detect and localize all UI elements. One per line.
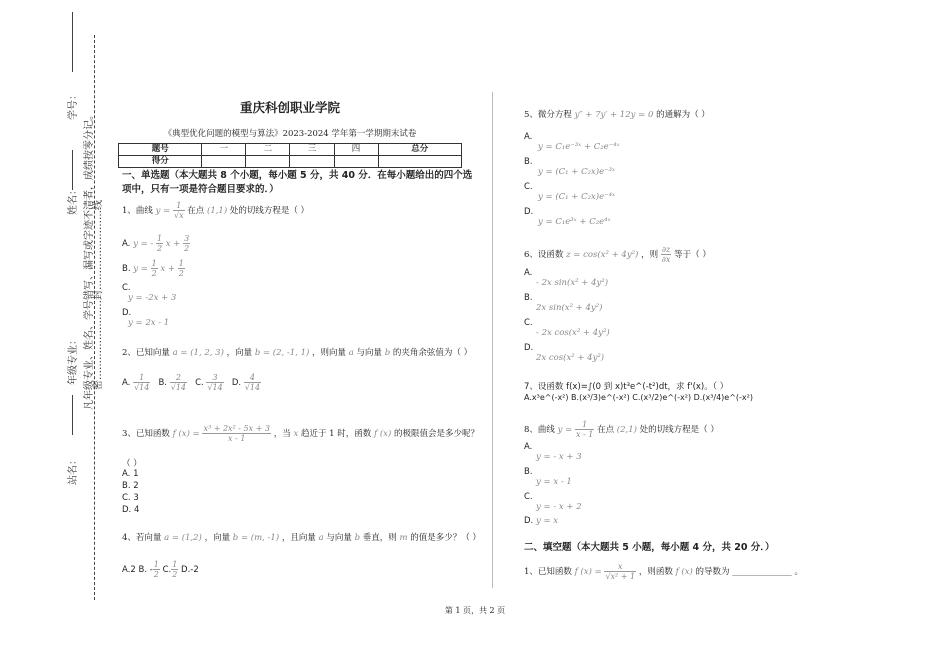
q2-b-vec: b = (2, -1, 1) <box>254 348 310 358</box>
q5-d-label: D. <box>524 207 534 217</box>
q2-d-d: √14 <box>244 383 261 392</box>
q1-b-frac2 <box>178 259 185 278</box>
q4-b-frac <box>153 560 160 579</box>
q8-a-label: A. <box>524 442 533 452</box>
q2-a-n: 1 <box>133 373 150 383</box>
fill-1-stem <box>524 562 803 581</box>
q1-b-f1d: 2 <box>151 269 157 278</box>
q1-option-a[interactable] <box>122 234 190 253</box>
q5-option-a[interactable] <box>524 132 620 152</box>
page-title: 重庆科创职业学院 <box>239 100 340 115</box>
q2-b: b <box>384 348 391 358</box>
q8-option-d[interactable] <box>524 516 558 526</box>
q2-b-d: √14 <box>170 383 186 392</box>
q4-option-b[interactable] <box>138 560 159 579</box>
q1-b-f1n: 1 <box>151 259 157 268</box>
q1-a-f2n: 3 <box>184 234 190 243</box>
section-1-heading <box>122 169 472 197</box>
q8-option-b[interactable] <box>524 467 572 487</box>
q6-frac-den: ∂x <box>661 255 671 264</box>
q8-fraction <box>575 420 594 439</box>
school-label: 站名： <box>68 455 79 485</box>
q5-a-expr: y = C₁e⁻³ˣ + C₂e⁻⁴ˣ <box>538 142 620 152</box>
q4-suffix: 的值是多少？（ ） <box>410 533 481 543</box>
score-cell[interactable] <box>334 156 378 168</box>
q5-c-label: C. <box>524 182 533 192</box>
q2-c-label: C. <box>195 378 204 388</box>
question-4-stem <box>122 531 481 543</box>
q6-d-label: D. <box>524 343 534 353</box>
q4-b: b <box>354 533 361 543</box>
question-7-stem: 7、设函数 f(x)=∫(0 到 x)t³e^(-t²)dt，求 f'(x)。（ ） <box>524 382 729 392</box>
q3-option-a[interactable]: A. 1 <box>122 469 139 479</box>
score-table <box>118 143 462 168</box>
q8-prefix: 8、曲线 <box>524 425 555 435</box>
q1-a-frac2 <box>183 234 190 253</box>
q4-mid2: ，且向量 <box>281 533 316 543</box>
score-table-header: 总分 <box>378 144 461 156</box>
q8-b-expr: y = x - 1 <box>536 477 572 487</box>
q4-mid1: ，向量 <box>204 533 231 543</box>
q1-suffix: 处的切线方程是（ ） <box>229 206 310 216</box>
q8-suffix: 处的切线方程是（ ） <box>639 425 719 435</box>
q3-frac-num: x³ + 2x² - 5x + 3 <box>203 424 271 433</box>
q2-c-d: √14 <box>207 383 223 392</box>
q8-d-expr: y = x <box>535 516 559 526</box>
q1-a-label: A. <box>122 239 131 249</box>
q3-mid1: ，当 <box>273 429 291 439</box>
q1-a-pre: y = - <box>133 239 154 249</box>
q1-fraction <box>173 201 185 220</box>
q3-x: x <box>293 429 299 439</box>
q5-option-d[interactable] <box>524 207 611 227</box>
q2-mid1: ，向量 <box>226 348 253 358</box>
q1-c-label: C. <box>122 283 131 293</box>
q8-option-c[interactable] <box>524 492 582 512</box>
q4-b-d: 2 <box>153 570 159 579</box>
f1-prefix: 1、已知函数 <box>524 567 572 577</box>
q6-prefix: 6、设函数 <box>524 250 564 260</box>
q2-option-d[interactable] <box>231 373 261 392</box>
question-2-stem <box>122 346 472 358</box>
q5-d-expr: y = C₁e³ˣ + C₂e⁴ˣ <box>538 217 611 227</box>
section-1-heading-line1: 一、单选题（本大题共 8 个小题，每小题 5 分，共 40 分．在每小题给出的四个选 <box>122 170 473 181</box>
q1-option-c[interactable] <box>122 283 176 303</box>
q1-frac-den: √x <box>173 211 184 220</box>
q1-a-f1d: 2 <box>156 244 163 253</box>
q2-mid3: 与向量 <box>356 348 383 358</box>
score-table-header: 题号 <box>119 144 202 156</box>
question-3-stem <box>122 424 479 443</box>
q1-d-label: D. <box>122 308 132 318</box>
q6-b-label: B. <box>524 293 533 303</box>
q2-prefix: 2、已知向量 <box>122 348 170 358</box>
q4-a: a <box>318 533 324 543</box>
q2-c-frac <box>206 373 223 392</box>
q6-option-b[interactable] <box>524 293 602 313</box>
q4-prefix: 4、若向量 <box>122 533 162 543</box>
question-8-stem <box>524 420 719 439</box>
q1-b-label: B. <box>122 264 131 274</box>
q6-fraction <box>661 245 672 264</box>
q6-suffix: 等于（ ） <box>674 250 711 260</box>
q1-point: (1,1) <box>207 206 228 216</box>
score-row-label: 得分 <box>119 156 202 168</box>
page-number: 第 1 页，共 2 页 <box>444 606 506 615</box>
q4-m: m <box>399 533 408 543</box>
q2-d-label: D. <box>231 378 242 388</box>
section-1-heading-line2: 项中，只有一项是符合题目要求的．） <box>122 184 279 195</box>
q4-b-n: 1 <box>153 560 159 569</box>
f1-fx2: f (x) <box>675 567 693 577</box>
q2-option-b[interactable] <box>158 373 187 392</box>
q1-mid: 在点 <box>187 206 205 216</box>
q8-a-expr: y = - x + 3 <box>536 452 582 462</box>
q6-frac-num: ∂z <box>661 245 671 254</box>
q4-option-d[interactable]: D.-2 <box>181 565 199 575</box>
q1-b-f2d: 2 <box>178 269 184 278</box>
q2-suffix: 的夹角余弦值为（ ） <box>392 348 473 358</box>
q5-option-b[interactable] <box>524 157 615 177</box>
q4-mid3: 与向量 <box>326 533 352 543</box>
q3-fx2: f (x) <box>373 429 392 439</box>
q4-b-vec: b = (m, -1) <box>232 533 280 543</box>
q2-option-c[interactable] <box>195 373 224 392</box>
q6-d-expr: 2x cos(x² + 4y²) <box>536 353 605 363</box>
q1-option-b[interactable] <box>122 259 185 278</box>
q4-options <box>122 560 199 579</box>
q2-b-frac <box>170 373 187 392</box>
q7-options[interactable]: A.x³e^(-x²) B.(x³/3)e^(-x²) C.(x³/2)e^(-x²) D.(x³/4)e^(-x²) <box>524 393 753 402</box>
q6-option-a[interactable] <box>524 268 608 288</box>
q4-option-a[interactable]: A.2 <box>122 565 136 575</box>
score-table-header: 一 <box>202 144 246 156</box>
f1-suffix: 的导数为 <box>695 567 730 577</box>
q3-fx: f (x) = <box>172 429 200 439</box>
binding-line-solid-3 <box>72 395 73 435</box>
q2-a-vec: a = (1, 2, 3) <box>172 348 224 358</box>
q4-option-c[interactable] <box>162 560 179 579</box>
q1-d-expr: y = 2x - 1 <box>128 318 170 328</box>
q3-option-d[interactable]: D. 4 <box>122 505 140 515</box>
q1-b-f2n: 1 <box>178 259 184 268</box>
q3-fraction <box>202 424 271 443</box>
section-2-heading: 二、填空题（本大题共 5 小题，每小题 4 分，共 20 分．） <box>524 542 775 553</box>
f1-mid: ，则函数 <box>638 567 673 577</box>
score-cell[interactable] <box>202 156 246 168</box>
q3-paren: （ ） <box>122 459 142 469</box>
q5-b-expr: y = (C₁ + C₂x)e⁻³ˣ <box>538 167 616 177</box>
exam-subtitle: 《典型优化问题的模型与算法》2023-2024 学年第一学期期末试卷 <box>163 129 417 139</box>
binding-line-solid-2 <box>72 150 73 190</box>
q4-c-n: 1 <box>172 560 178 569</box>
question-1-stem <box>122 201 309 220</box>
q2-a: a <box>348 348 354 358</box>
q4-mid4: 垂直，则 <box>362 533 397 543</box>
q4-a-vec: a = (1,2) <box>164 533 202 543</box>
name-label: 姓名： <box>68 185 79 215</box>
q8-c-label: C. <box>524 492 533 502</box>
student-id-label: 学号： <box>68 90 79 120</box>
q6-option-c[interactable] <box>524 318 610 338</box>
notice-text: 凡年级专业、姓名、学号错写、漏写或字迹不清者，成绩按零分记。 <box>84 110 95 410</box>
q3-prefix: 3、已知函数 <box>122 429 170 439</box>
score-table-header-row <box>119 144 462 156</box>
q2-d-frac <box>244 373 261 392</box>
q8-y: y = <box>557 425 573 435</box>
q6-a-label: A. <box>524 268 533 278</box>
q2-a-frac <box>133 373 150 392</box>
q2-options <box>122 373 261 392</box>
q8-mid: 在点 <box>597 425 615 435</box>
q2-c-n: 3 <box>206 373 223 383</box>
q8-c-expr: y = - x + 2 <box>536 502 582 512</box>
score-table-header: 三 <box>290 144 334 156</box>
f1-fraction <box>604 562 636 581</box>
q3-mid2: 趋近于 1 时，函数 <box>300 429 372 439</box>
q1-a-frac1 <box>156 234 163 253</box>
binding-line-solid <box>72 12 73 72</box>
q4-c-label: C. <box>162 565 172 575</box>
f1-frac-num: x <box>604 562 636 572</box>
score-table-header: 四 <box>334 144 378 156</box>
q6-mid: ，则 <box>641 250 659 260</box>
question-6-stem <box>524 245 711 264</box>
q5-prefix: 5、微分方程 <box>524 110 572 120</box>
f1-answer-blank[interactable]: ______________ <box>732 567 792 577</box>
q8-point: (2,1) <box>616 425 637 435</box>
q2-a-d: √14 <box>134 383 150 392</box>
column-divider <box>492 92 493 588</box>
q5-b-label: B. <box>524 157 533 167</box>
q1-a-f1n: 1 <box>156 234 163 243</box>
q3-suffix: 的极限值会是多少呢？ <box>393 429 479 439</box>
q6-b-expr: 2x sin(x² + 4y²) <box>536 303 603 313</box>
q1-b-frac1 <box>151 259 158 278</box>
q1-c-expr: y = -2x + 3 <box>128 293 177 303</box>
seal-line-text: 密……………………封……………………线 <box>93 200 104 390</box>
q8-frac-num: 1 <box>575 420 594 430</box>
q6-a-expr: - 2x sin(x² + 4y²) <box>536 278 609 288</box>
f1-end: 。 <box>794 567 803 577</box>
q3-option-c[interactable]: C. 3 <box>122 493 139 503</box>
q2-mid2: ，则向量 <box>312 348 347 358</box>
q3-frac-den: x - 1 <box>228 434 246 443</box>
q2-b-label: B. <box>158 378 168 388</box>
q5-suffix: 的通解为（ ） <box>656 110 710 120</box>
q1-prefix: 1、曲线 <box>122 206 153 216</box>
q6-c-label: C. <box>524 318 533 328</box>
q6-option-d[interactable] <box>524 343 604 363</box>
score-cell[interactable] <box>378 156 461 168</box>
f1-frac-den: √x² + 1 <box>605 572 636 581</box>
q1-a-f2d: 2 <box>184 244 190 253</box>
grade-major-label: 年级专业： <box>68 335 79 385</box>
q2-a-label: A. <box>122 378 131 388</box>
q5-option-c[interactable] <box>524 182 615 202</box>
q3-option-b[interactable]: B. 2 <box>122 481 139 491</box>
q1-a-mid: x + <box>165 239 181 249</box>
q1-y: y = <box>155 206 171 216</box>
question-5-stem <box>524 108 710 120</box>
q4-c-d: 2 <box>172 570 178 579</box>
q4-c-frac <box>171 560 178 579</box>
q2-d-n: 4 <box>244 373 261 383</box>
q2-option-a[interactable] <box>122 373 150 392</box>
f1-fx: f (x) = <box>574 567 602 577</box>
q5-a-label: A. <box>524 132 533 142</box>
score-table-row <box>119 156 462 168</box>
q8-frac-den: x - 1 <box>575 430 594 439</box>
q5-eq: y″ + 7y′ + 12y = 0 <box>574 110 654 120</box>
q8-d-label: D. <box>524 516 534 526</box>
score-cell[interactable] <box>290 156 334 168</box>
q2-b-n: 2 <box>170 373 187 383</box>
score-cell[interactable] <box>246 156 290 168</box>
q4-b-label: B. - <box>138 565 153 575</box>
q8-b-label: B. <box>524 467 533 477</box>
q1-b-pre: y = <box>133 264 148 274</box>
q6-c-expr: - 2x cos(x² + 4y²) <box>536 328 610 338</box>
q1-frac-num: 1 <box>173 201 185 211</box>
q1-option-d[interactable] <box>122 308 169 328</box>
score-table-header: 二 <box>246 144 290 156</box>
q8-option-a[interactable] <box>524 442 582 462</box>
q5-c-expr: y = (C₁ + C₂x)e⁻⁴ˣ <box>538 192 616 202</box>
q6-eq: z = cos(x² + 4y²) <box>566 250 639 260</box>
q1-b-mid: x + <box>160 264 176 274</box>
